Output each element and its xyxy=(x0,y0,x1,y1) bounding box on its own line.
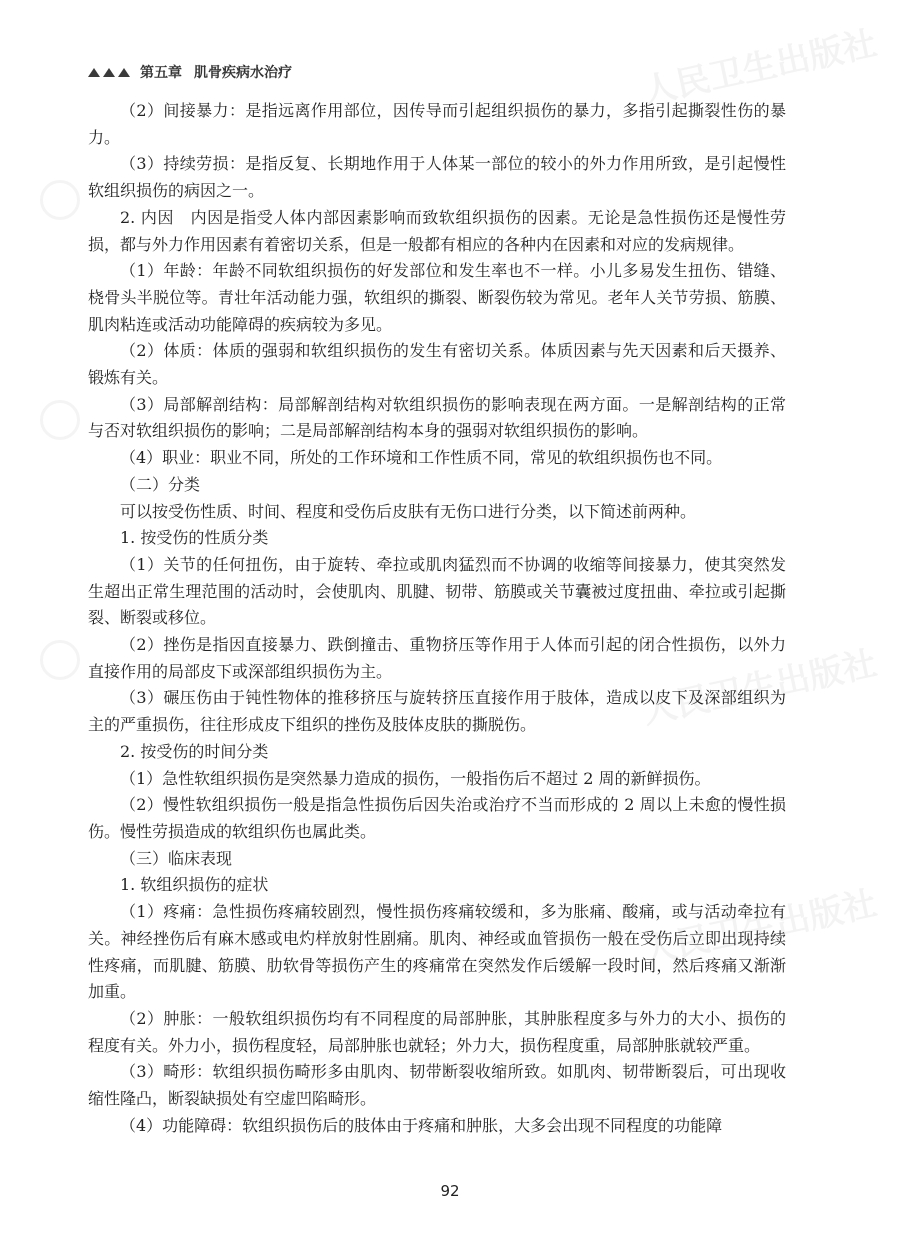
paragraph: 2. 按受伤的时间分类 xyxy=(120,741,269,761)
paragraph: （4）职业：职业不同，所处的工作环境和工作性质不同，常见的软组织损伤也不同。 xyxy=(120,448,723,468)
chapter-title: 肌骨疾病水治疗 xyxy=(194,65,292,81)
paragraph: 可以按受伤性质、时间、程度和受伤后皮肤有无伤口进行分类，以下简述前两种。 xyxy=(120,501,697,521)
paragraph: （2）肿胀：一般软组织损伤均有不同程度的局部肿胀，其肿胀程度多与外力的大小、损伤的程度有关。外力小，损伤程度轻，局部肿胀也就轻；外力大，损伤程度重，局部肿胀就较严重。 xyxy=(88,1008,786,1055)
paragraph: 1. 软组织损伤的症状 xyxy=(120,875,269,895)
running-header xyxy=(88,62,292,82)
paragraph: （2）间接暴力：是指远离作用部位，因传导而引起组织损伤的暴力，多指引起撕裂性伤的暴力。 xyxy=(88,101,786,147)
watermark: 人民卫生出版社 xyxy=(639,643,881,733)
paragraph: （3）持续劳损：是指反复、长期地作用于人体某一部位的较小的外力作用所致，是引起慢性软组织损伤的病因之一。 xyxy=(88,154,786,201)
watermark-seal xyxy=(40,640,80,680)
paragraph: （1）年龄：年龄不同软组织损伤的好发部位和发生率也不一样。小儿多易发生扭伤、错缝、桡骨头半脱位等。青壮年活动能力强，软组织的撕裂、断裂伤较为常见。老年人关节劳损、筋膜、肌肉粘连或活动功能障碍的疾病较为多见。 xyxy=(88,261,786,334)
section-heading: （三）临床表现 xyxy=(120,848,233,868)
page-number: 92 xyxy=(440,1182,460,1200)
watermark-seal xyxy=(40,180,80,220)
watermark: 人民卫生出版社 xyxy=(639,23,881,113)
watermark: 人民卫生出版社 xyxy=(639,883,881,973)
paragraph: 1. 按受伤的性质分类 xyxy=(120,528,269,548)
paragraph: （2）挫伤是指因直接暴力、跌倒撞击、重物挤压等作用于人体而引起的闭合性损伤，以外力直接作用的局部皮下或深部组织损伤为主。 xyxy=(88,635,786,681)
chapter-label: 第五章 xyxy=(140,65,182,81)
page-body xyxy=(88,98,786,1139)
paragraph: 2. 内因 内因是指受人体内部因素影响而致软组织损伤的因素。无论是急性损伤还是慢性劳损，都与外力作用因素有着密切关系，但是一般都有相应的各种内在因素和对应的发病规律。 xyxy=(88,207,786,254)
paragraph: （3）局部解剖结构：局部解剖结构对软组织损伤的影响表现在两方面。一是解剖结构的正常与否对软组织损伤的影响；二是局部解剖结构本身的强弱对软组织损伤的影响。 xyxy=(88,394,786,441)
paragraph: （4）功能障碍：软组织损伤后的肢体由于疼痛和肿胀，大多会出现不同程度的功能障 xyxy=(120,1115,723,1135)
paragraph: （2）慢性软组织损伤一般是指急性损伤后因失治或治疗不当而形成的 2 周以上未愈的慢性损伤。慢性劳损造成的软组织伤也属此类。 xyxy=(88,795,786,841)
paragraph: （1）疼痛：急性损伤疼痛较剧烈，慢性损伤疼痛较缓和，多为胀痛、酸痛，或与活动牵拉有关。神经挫伤后有麻木感或电灼样放射性剧痛。肌肉、神经或血管损伤一般在受伤后立即出现持续性疼痛，而肌腱、筋膜、肋软骨等损伤产生的疼痛常在突然发作后缓解一段时间，然后疼痛又渐渐加重。 xyxy=(88,902,786,1002)
paragraph: （3）碾压伤由于钝性物体的推移挤压与旋转挤压直接作用于肢体，造成以皮下及深部组织为主的严重损伤，往往形成皮下组织的挫伤及肢体皮肤的撕脱伤。 xyxy=(88,688,786,735)
watermark-seal xyxy=(40,400,80,440)
paragraph: （3）畸形：软组织损伤畸形多由肌肉、韧带断裂收缩所致。如肌肉、韧带断裂后，可出现收缩性隆凸，断裂缺损处有空虚凹陷畸形。 xyxy=(88,1062,786,1109)
paragraph: （1）急性软组织损伤是突然暴力造成的损伤，一般指伤后不超过 2 周的新鲜损伤。 xyxy=(120,768,711,788)
paragraph: （1）关节的任何扭伤，由于旋转、牵拉或肌肉猛烈而不协调的收缩等间接暴力，使其突然发生超出正常生理范围的活动时，会使肌肉、肌腱、韧带、筋膜或关节囊被过度扭曲、牵拉或引起撕裂、断裂或移位。 xyxy=(88,554,786,628)
paragraph: （2）体质：体质的强弱和软组织损伤的发生有密切关系。体质因素与先天因素和后天摄养、锻炼有关。 xyxy=(88,341,786,388)
header-arrows-icon xyxy=(88,68,130,77)
section-heading: （二）分类 xyxy=(120,474,201,494)
